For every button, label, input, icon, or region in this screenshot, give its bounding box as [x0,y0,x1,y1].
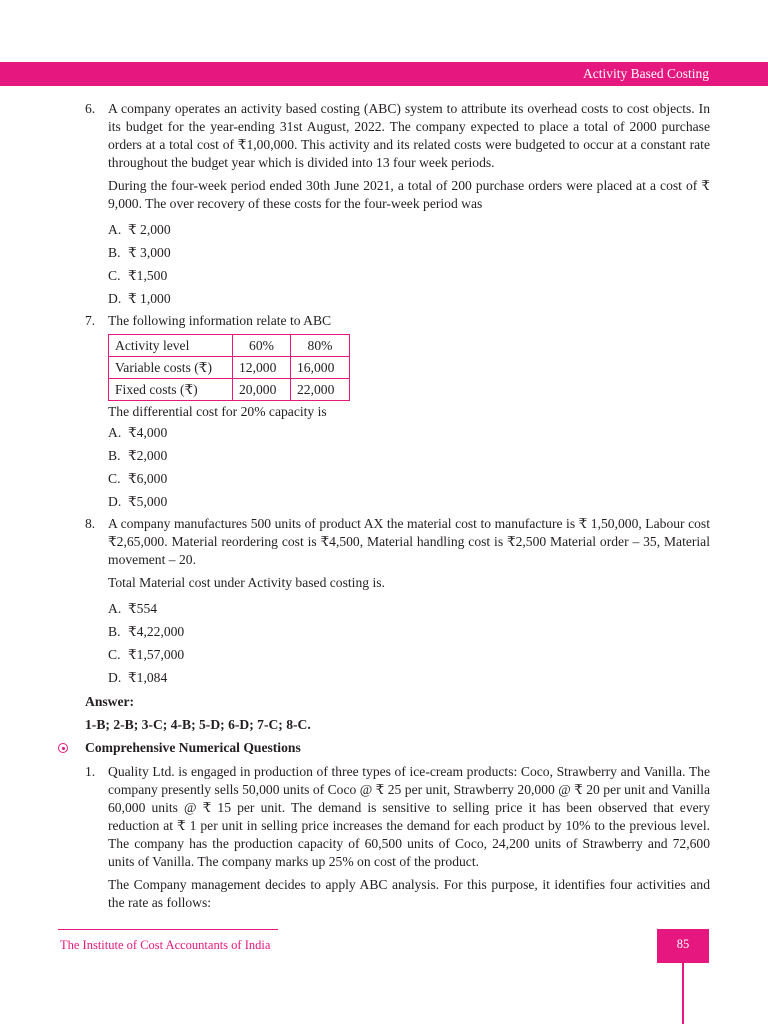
question-text: Quality Ltd. is engaged in production of three types of ice-cream products: Coco, Strawberry and Vanilla. The company presently sells 50,000 units of Coco @ ₹ 25 per unit, Strawberry 20,000 @ ₹ 20 per unit and Vanilla 60,000 units @ ₹ 15 per unit. The demand is sensitive to selling price it has been observed that every reduction at ₹ 1 per unit in selling price increases the demand for each product by 10% to the previous level. The company has the production capacity of 60,500 units of Coco, 24,200 units of Strawberry and 72,600 units of Vanilla. The company marks up 25% on cost of the product. [108,764,710,869]
option-item: C. ₹1,57,000 [108,647,185,662]
comprehensive-question-1 [0,763,768,912]
question-text: During the four-week period ended 30th June 2021, a total of 200 purchase orders were placed at a cost of ₹ 9,000. The over recovery of these costs for the four-week period was [108,178,710,211]
bullet-circle-icon [58,743,68,753]
section-title: Comprehensive Numerical Questions [85,740,301,755]
table-cell: Activity level [109,335,233,357]
table-header-row [109,335,350,357]
question-text: A company manufactures 500 units of product AX the material cost to manufacture is ₹ 1,50,000, Labour cost ₹2,65,000. Material reordering cost is ₹4,500, Material handling cost is ₹2,500 Material order – 35, Material movement – 20. [108,516,710,567]
header-band [0,62,768,86]
footer-institute: The Institute of Cost Accountants of India [60,938,271,952]
option-item: C. ₹6,000 [108,471,168,486]
option-item: C. ₹1,500 [108,268,168,283]
option-item: A. ₹4,000 [108,425,168,440]
question-7 [0,312,768,330]
question-text: The following information relate to ABC [108,313,332,328]
page-number-rule [682,963,684,1024]
question-6 [0,100,768,213]
option-item: B. ₹2,000 [108,448,168,463]
activity-cost-table [108,334,350,401]
running-header-title: Activity Based Costing [583,66,709,81]
answer-heading: Answer: [85,694,135,709]
table-cell: 16,000 [291,357,350,379]
option-item: D. ₹5,000 [108,494,168,509]
question-number: 1. [85,764,96,779]
question-number: 6. [85,101,96,116]
table-cell: 20,000 [233,379,291,401]
question-text: Total Material cost under Activity based costing is. [108,575,385,590]
option-item: B. ₹ 3,000 [108,245,171,260]
page-content [0,100,768,917]
table-cell: 12,000 [233,357,291,379]
question-number: 7. [85,313,96,328]
question-text: The differential cost for 20% capacity is [108,404,327,419]
option-item: D. ₹ 1,000 [108,291,171,306]
footer-divider [58,929,278,930]
option-item: A. ₹ 2,000 [108,222,171,237]
section-heading [0,739,768,757]
table-cell: Fixed costs (₹) [109,379,233,401]
table-cell: 80% [291,335,350,357]
table-row [109,357,350,379]
option-item: D. ₹1,084 [108,670,168,685]
table-cell: 60% [233,335,291,357]
option-item: B. ₹4,22,000 [108,624,185,639]
question-number: 8. [85,516,96,531]
answer-values: 1-B; 2-B; 3-C; 4-B; 5-D; 6-D; 7-C; 8-C. [85,717,311,732]
table-row [109,379,350,401]
question-text: A company operates an activity based costing (ABC) system to attribute its overhead costs to cost objects. In its budget for the year-ending 31st August, 2022. The company expected to place a total of 2000 purchase orders at a total cost of ₹1,00,000. This activity and its related costs were budgeted to occur at a constant rate throughout the budget year which is divided into 13 four week periods. [108,101,710,170]
question-7-prompt [0,403,768,421]
table-cell: Variable costs (₹) [109,357,233,379]
page-number-box [657,929,709,963]
question-text: The Company management decides to apply ABC analysis. For this purpose, it identifies four activities and the rate as follows: [108,877,710,910]
question-8 [0,515,768,592]
page-number: 85 [676,937,690,951]
option-item: A. ₹554 [108,601,158,616]
table-cell: 22,000 [291,379,350,401]
